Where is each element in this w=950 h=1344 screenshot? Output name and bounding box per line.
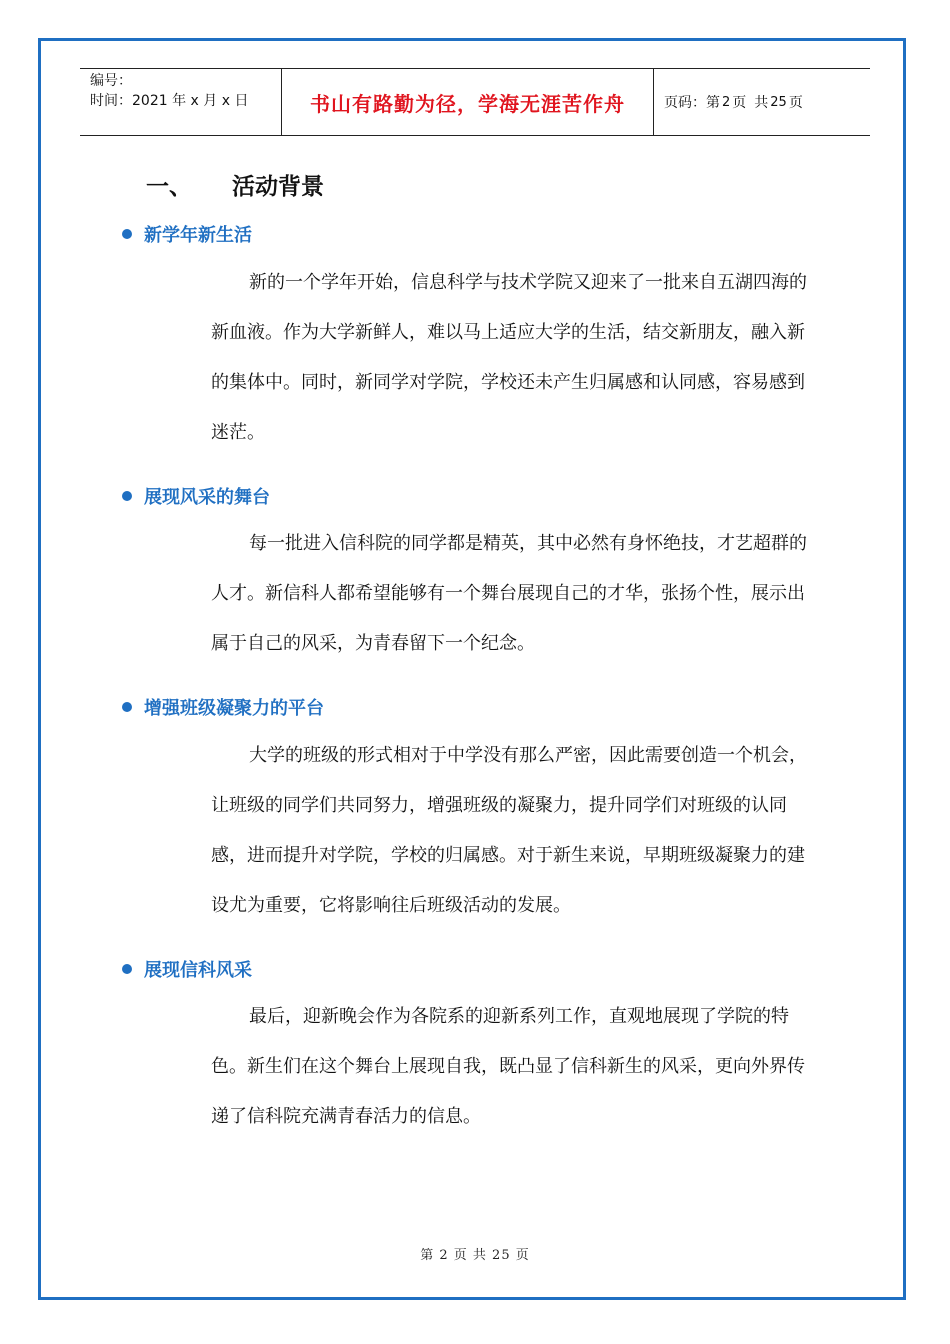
bullet-icon: [122, 702, 132, 712]
page-suffix: 页: [788, 95, 803, 111]
header-meta: [80, 69, 282, 135]
page-current: 2: [722, 94, 731, 110]
section-title: 活动背景: [232, 174, 324, 200]
subsection-paragraph: 最后，迎新晚会作为各院系的迎新系列工作，直观地展现了学院的特色。新生们在这个舞台上展现自我，既凸显了信科新生的风采，更向外界传递了信科院充满青春活力的信息。: [211, 1006, 805, 1127]
subsection-paragraph: 新的一个学年开始，信息科学与技术学院又迎来了一批来自五湖四海的新血液。作为大学新鲜人，难以马上适应大学的生活，结交新朋友，融入新的集体中。同时，新同学对学院，学校还未产生归属感和认同感，容易感到迷茫。: [211, 272, 807, 443]
subsection-title: 展现信科风采: [144, 960, 252, 981]
page-total-prefix: 共: [754, 95, 769, 111]
section-heading: [146, 168, 324, 201]
subsection-paragraph: 每一批进入信科院的同学都是精英，其中必然有身怀绝技，才艺超群的人才。新信科人都希望能够有一个舞台展现自己的才华，张扬个性，展示出属于自己的风采，为青春留下一个纪念。: [211, 533, 807, 654]
number-label: 编号：: [90, 73, 132, 89]
subsection-heading: [122, 956, 252, 982]
subsection-paragraph: 大学的班级的形式相对于中学没有那么严密，因此需要创造一个机会，让班级的同学们共同努力，增强班级的凝聚力，提升同学们对班级的认同感，进而提升对学院，学校的归属感。对于新生来说，早期班级凝聚力的建设尤为重要，它将影响往后班级活动的发展。: [211, 745, 807, 916]
subsection-heading: [122, 694, 324, 720]
subsection-heading: [122, 221, 252, 247]
subsection-heading: [122, 483, 270, 509]
bullet-icon: [122, 491, 132, 501]
bullet-icon: [122, 964, 132, 974]
header-page-info: [654, 69, 870, 135]
page-prefix: 页码：第: [664, 95, 720, 111]
page-footer: 第 2 页 共 25 页: [420, 1248, 530, 1263]
date-label: 时间：2021 年 x 月 x 日: [90, 93, 249, 109]
bullet-icon: [122, 229, 132, 239]
header-motto: 书山有路勤为径，学海无涯苦作舟: [282, 69, 654, 135]
page-header: [80, 68, 870, 136]
page-mid: 页: [732, 95, 747, 111]
subsection-title: 增强班级凝聚力的平台: [144, 698, 324, 719]
page-total: 25: [770, 94, 787, 110]
subsection-title: 新学年新生活: [144, 225, 252, 246]
section-number: 一、: [146, 174, 192, 200]
subsection-title: 展现风采的舞台: [144, 487, 270, 508]
